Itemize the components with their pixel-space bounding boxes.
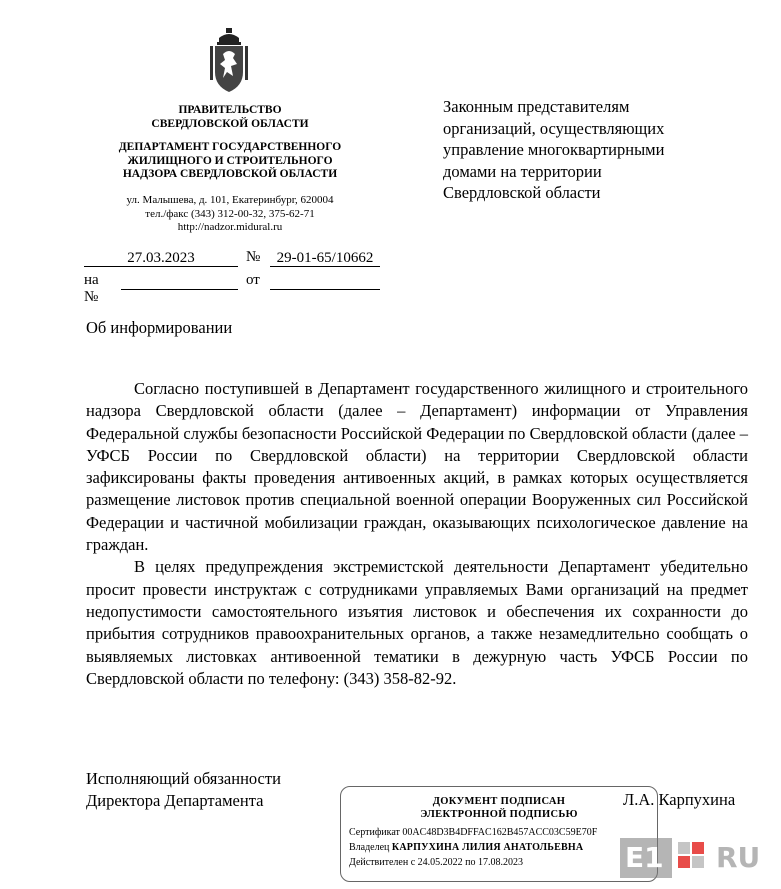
letter-subject: Об информировании	[86, 318, 233, 337]
document-date: 27.03.2023	[84, 249, 238, 267]
letter-body	[86, 378, 748, 690]
number-label: №	[246, 249, 261, 265]
e1-watermark-logo	[620, 838, 770, 878]
owner-line: Владелец КАРПУХИНА ЛИЛИЯ АНАТОЛЬЕВНА	[349, 842, 584, 853]
electronic-signature-stamp: ДОКУМЕНТ ПОДПИСАН ЭЛЕКТРОННОЙ ПОДПИСЬЮ Сертификат 00AC48D3B4DFFAC162B457ACC03C59E70F Владелец КАРПУХИНА ЛИЛИЯ АНАТОЛЬЕВНА Действителен с 24.05.2022 по 17.08.2023	[340, 786, 658, 882]
department-name: ДЕПАРТАМЕНТ ГОСУДАРСТВЕННОГО ЖИЛИЩНОГО И СТРОИТЕЛЬНОГО НАДЗОРА СВЕРДЛОВСКОЙ ОБЛАСТИ	[118, 141, 342, 180]
watermark-square-icon	[678, 856, 690, 868]
recipient-block: Законным представителям организаций, осуществляющих управление многоквартирными домами на территории Свердловской области	[443, 97, 665, 202]
from-value	[270, 272, 380, 290]
signer-name: Л.А. Карпухина	[623, 790, 736, 809]
watermark-square-icon	[692, 856, 704, 868]
reply-to-label: на №	[84, 272, 99, 305]
government-name: ПРАВИТЕЛЬСТВО СВЕРДЛОВСКОЙ ОБЛАСТИ	[151, 104, 309, 130]
address: ул. Малышева, д. 101, Екатеринбург, 620004	[126, 194, 334, 206]
watermark-text: RU	[716, 841, 761, 874]
watermark-box: E1	[620, 838, 672, 878]
phone: тел./факс (343) 312-00-32, 375-62-71	[145, 207, 315, 220]
signer-position: Исполняющий обязанности Директора Департамента	[86, 769, 281, 811]
body-paragraph: Согласно поступившей в Департамент государственного жилищного и строительного надзора Свердловской области (далее – Департамент) информации от Управления Федеральной службы безопасности Российской Федерации по Свердловской области (далее – УФСБ России по Свердловской области) на территории Свердловской области зафиксированы факты проведения антивоенных акций, в рамках которых осуществляется размещение листовок против специальной военной операции Вооруженных сил Российской Федерации и частичной мобилизации граждан, оказывающих психологическое давление на граждан.	[86, 379, 748, 555]
watermark-square-icon	[678, 842, 690, 854]
body-paragraph: В целях предупреждения экстремистской деятельности Департамент убедительно просит провести инструктаж с сотрудниками управляемых Вами организаций на предмет недопустимости самостоятельного изъятия листовок и обеспечения их сохранности до прибытия сотрудников правоохранительных органов, а также незамедлительно сообщать о выявляемых листовках антивоенной тематики в дежурную часть УФСБ России по Свердловской области по телефону: (343) 358-82-92.	[86, 557, 748, 688]
document-number: 29-01-65/10662	[270, 249, 380, 267]
from-label: от	[246, 272, 260, 288]
certificate-line: Сертификат 00AC48D3B4DFFAC162B457ACC03C59E70F	[349, 827, 598, 838]
department-contacts	[80, 194, 380, 235]
watermark-square-icon	[692, 842, 704, 854]
reply-to-value	[121, 272, 238, 290]
website-link[interactable]: http://nadzor.midural.ru	[177, 221, 283, 233]
coat-of-arms-icon	[209, 28, 249, 96]
validity-line: Действителен с 24.05.2022 по 17.08.2023	[349, 857, 523, 868]
